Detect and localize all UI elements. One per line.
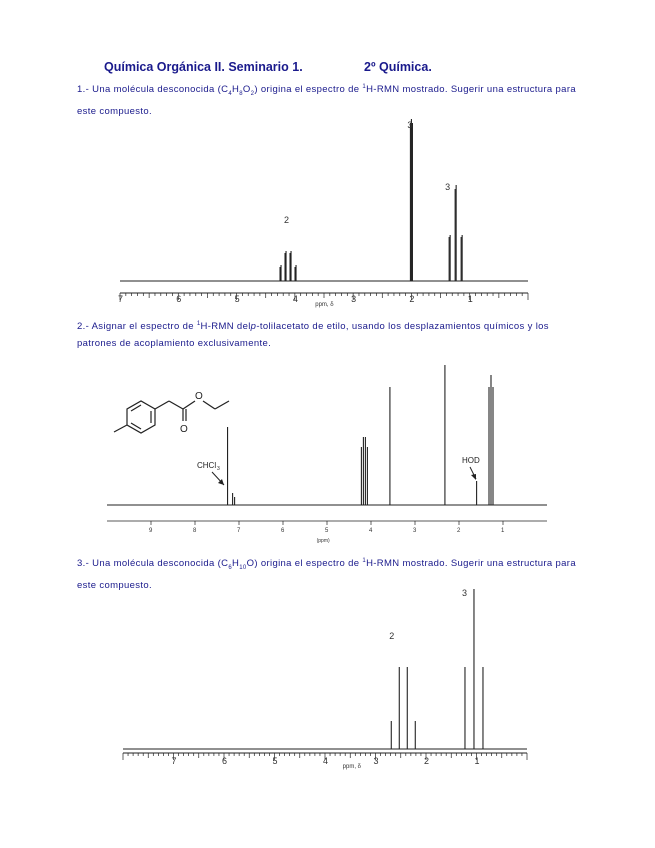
q1-text-d: ) origina el espectro de [254,84,360,96]
q1-sub-c: 2 [250,91,255,98]
x-tick-label: 1 [501,528,505,534]
x-tick-label: 8 [193,528,197,534]
x-tick-label: 4 [369,528,373,534]
q3-sub-a: 6 [228,565,233,572]
q3-sub-b: 10 [239,565,247,572]
x-tick-label: 6 [176,294,182,304]
q1-text-b: H [232,84,240,96]
spectrum-3 [115,582,535,787]
annotation-chcl3: CHCl [197,461,217,470]
header [0,60,655,76]
q1-sub-b: 8 [239,91,243,98]
arrow-head [471,474,476,480]
x-tick-label: 3 [413,528,417,534]
q1-sub-a: 4 [228,91,233,98]
x-tick-label: 9 [149,528,153,534]
x-tick-label: 5 [325,528,329,534]
x-tick-label: 2 [424,756,430,766]
question-1 [77,79,582,120]
x-tick-label: 2 [457,528,461,534]
q2-italic: p [250,321,257,333]
integration-label: 3 [461,588,467,598]
x-tick-label: 3 [373,756,379,766]
x-tick-label: 2 [409,294,415,304]
q3-sup: 1 [362,558,367,564]
q3-text-b: H [232,558,240,570]
molecule-structure [114,401,229,433]
x-axis-label: (ppm) [316,538,330,544]
q2-number: 2.- [77,321,90,333]
q3-text-d: H-RMN mostrado. Sugerir una estructura para este compuesto. [77,558,576,592]
q2-text-c: -tolilacetato de etilo, usando los desplazamientos químicos y los patrones de acoplamiento exclusivamente. [77,321,549,350]
q3-text-a: Una molécula desconocida (C [92,558,229,570]
x-tick-label: 7 [237,528,241,534]
integration-label: 2 [389,631,395,641]
q3-text-c: O) origina el espectro de [246,558,360,570]
x-tick-label: 4 [292,294,298,304]
question-2 [77,316,582,352]
x-axis-label: ppm, δ [342,764,362,770]
x-axis-label: ppm, δ [315,302,334,308]
spectrum-2 [100,355,555,550]
q2-text-b: H-RMN del [200,321,251,333]
x-tick-label: 5 [272,756,278,766]
x-tick-label: 1 [467,294,473,304]
q1-number: 1.- [77,84,90,96]
course-label: 2º Química. [364,60,432,74]
spectrum-1 [110,115,540,310]
q1-sup: 1 [362,84,367,90]
x-tick-label: 6 [281,528,285,534]
q1-text-e: H-RMN mostrado. Sugerir una estructura para este compuesto. [77,84,576,118]
q3-number: 3.- [77,558,90,570]
x-tick-label: 4 [323,756,329,766]
q1-text-a: Una molécula desconocida (C [92,84,229,96]
structure-oxygen-carbonyl: O [180,424,188,435]
x-tick-label: 6 [222,756,228,766]
integration-label: 2 [284,215,290,225]
q2-text-a: Asignar el espectro de [91,321,194,333]
page-title: Química Orgánica II. Seminario 1. [104,60,303,74]
x-tick-label: 5 [234,294,240,304]
structure-oxygen-ester: O [195,391,203,402]
integration-label: 3 [445,182,451,192]
annotation-chcl3-sub: 3 [217,466,220,472]
x-tick-label: 7 [118,294,124,304]
x-tick-label: 3 [351,294,357,304]
x-tick-label: 1 [474,756,480,766]
integration-label: 3 [407,120,413,130]
annotation-hod: HOD [462,456,480,465]
q2-sup: 1 [196,321,201,327]
x-tick-label: 7 [171,756,177,766]
q1-text-c: O [242,84,251,96]
